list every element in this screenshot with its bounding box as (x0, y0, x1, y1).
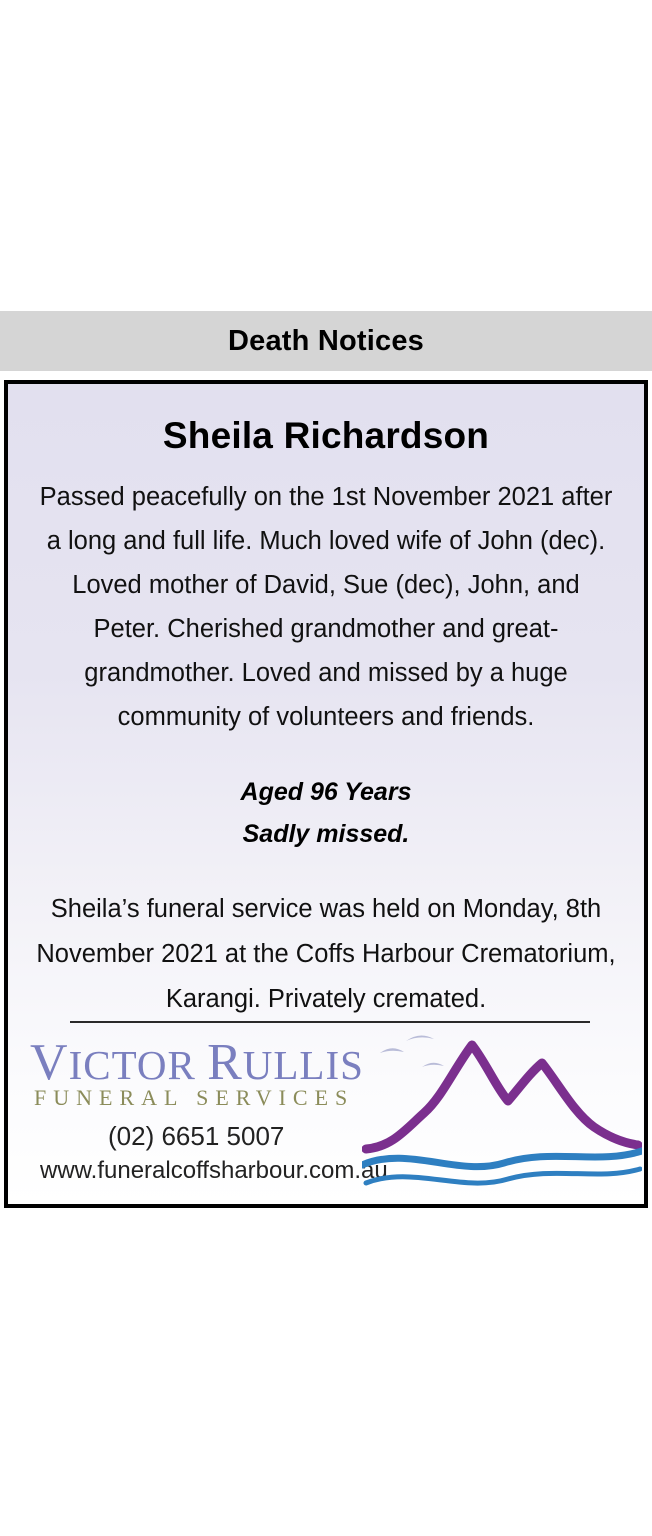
mountain-wave-logo-icon (362, 1025, 642, 1195)
funeral-home-phone[interactable]: (02) 6651 5007 (108, 1121, 285, 1151)
logo-initial-v: V (30, 1034, 69, 1091)
logo-word-victor: ICTOR (68, 1042, 208, 1088)
notice-body-text: Passed peacefully on the 1st November 2021 after a long and full life. Much loved wife of John (dec). Loved mother of David, Sue (dec), John, and Peter. Cherished grandmother and great-grandmother. Loved and missed by a huge community of volunteers and friends. (39, 482, 613, 731)
tribute-message: Sadly missed. (242, 819, 410, 848)
bottom-whitespace (0, 1208, 652, 1528)
funeral-home-name (30, 1033, 364, 1092)
section-title: Death Notices (228, 324, 424, 357)
tribute-block (34, 771, 618, 855)
tribute-age: Aged 96 Years (240, 777, 412, 806)
death-notice-card (4, 380, 648, 1208)
funeral-home-website[interactable]: www.funeralcoffsharbour.com.au (40, 1157, 388, 1184)
divider-rule (70, 1021, 590, 1023)
funeral-home-tagline: FUNERAL SERVICES (34, 1085, 355, 1110)
funeral-home-logo-block (8, 1021, 644, 1196)
logo-initial-r: R (207, 1034, 243, 1091)
deceased-name: Sheila Richardson (162, 415, 490, 456)
service-details: Sheila’s funeral service was held on Monday, 8th November 2021 at the Coffs Harbour Crematorium, Karangi. Privately cremated. (36, 894, 616, 1013)
death-notices-header (0, 311, 652, 371)
logo-word-rullis: ULLIS (242, 1042, 364, 1088)
top-whitespace (0, 0, 652, 311)
notice-content (8, 384, 644, 1022)
